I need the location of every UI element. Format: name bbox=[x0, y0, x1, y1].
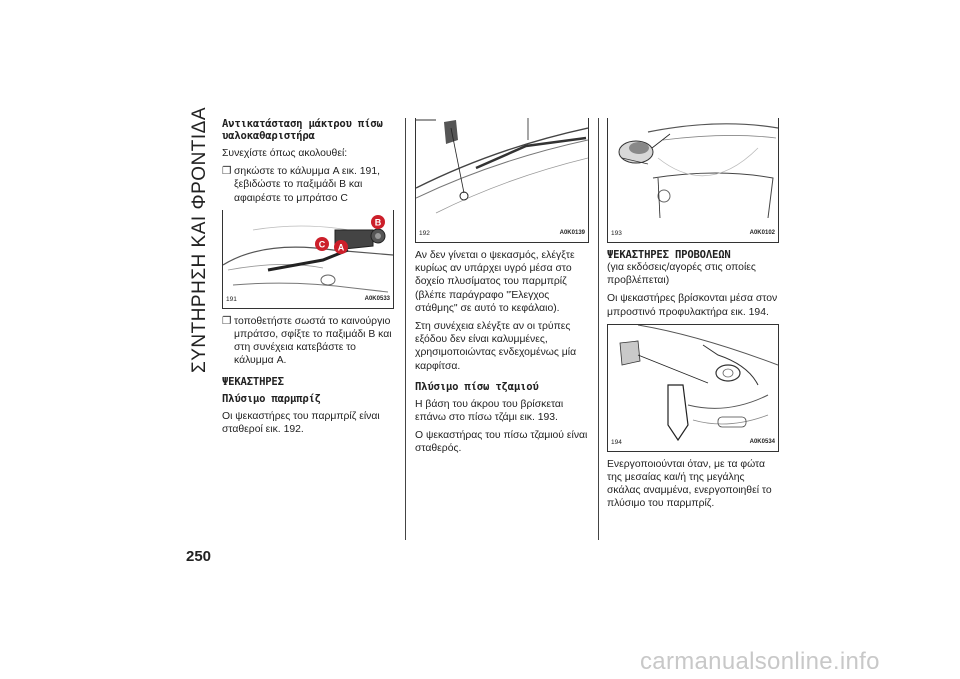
figure-number: 193 bbox=[611, 229, 622, 237]
column-2 bbox=[415, 118, 589, 461]
body-text: Στη συνέχεια ελέγξτε αν οι τρύπες εξόδου δεν είναι καλυμμένες, χρησιμοποιώντας ενδεχομένως μία καρφίτσα. bbox=[415, 321, 577, 372]
column-divider bbox=[405, 118, 406, 540]
figure-194 bbox=[607, 324, 779, 452]
side-title-text: ΣΥΝΤΗΡΗΣΗ ΚΑΙ ΦΡΟΝΤΙΔΑ bbox=[189, 106, 210, 374]
checkbox-bullet-icon: ❐ bbox=[222, 315, 232, 327]
figure-code: A0K0534 bbox=[749, 438, 775, 445]
figure-code: A0K0139 bbox=[559, 229, 585, 236]
intro-text: Συνεχίστε όπως ακολουθεί: bbox=[222, 148, 348, 159]
body-text: Ο ψεκαστήρας του πίσω τζαμιού είναι σταθερός. bbox=[415, 430, 588, 455]
heading-rear-window-wash: Πλύσιμο πίσω τζαμιού bbox=[415, 380, 539, 393]
step-text: σηκώστε το κάλυμμα A εικ. 191, ξεβιδώστε το παξιμάδι B και αφαιρέστε το μπράτσο C bbox=[234, 166, 380, 204]
label-a: A bbox=[337, 242, 345, 253]
body-text: Η βάση του άκρου του βρίσκεται επάνω στο πίσω τζάμι εικ. 193. bbox=[415, 398, 564, 424]
column-divider bbox=[598, 118, 599, 540]
figure-193 bbox=[607, 118, 779, 243]
subtitle-text: (για εκδόσεις/αγορές στις οποίες προβλέπεται) bbox=[607, 262, 756, 287]
body-text: Ενεργοποιούνται όταν, με τα φώτα της μεσαίας και/ή της μεγάλης σκάλας αναμμένα, ενεργοποιηθεί το πλύσιμο του παρμπρίζ. bbox=[607, 458, 772, 510]
column-3 bbox=[607, 118, 779, 516]
page-number: 250 bbox=[186, 548, 212, 565]
headlight-jet-illustration bbox=[608, 325, 778, 451]
figure-192 bbox=[415, 118, 589, 243]
side-section-title bbox=[180, 106, 220, 374]
body-text: Οι ψεκαστήρες βρίσκονται μέσα στον μπροστινό προφυλακτήρα εικ. 194. bbox=[607, 293, 778, 318]
heading-wiper-arm-replacement bbox=[222, 118, 394, 142]
figure-191 bbox=[222, 210, 394, 309]
label-b: B bbox=[374, 217, 382, 228]
step-item bbox=[222, 165, 394, 205]
body-text: Αν δεν γίνεται ο ψεκασμός, ελέγξτε κυρίως αν υπάρχει υγρό μέσα στο δοχείο πλυσίματος του παρμπρίζ (βλέπε παράγραφο "Έλεγχος στάθμης" σε αυτό το κεφάλαιο). bbox=[415, 250, 575, 314]
figure-number: 192 bbox=[419, 229, 430, 237]
figure-code: A0K0102 bbox=[749, 229, 775, 236]
rear-window-jet-illustration bbox=[608, 118, 778, 242]
heading-headlight-washers: ΨΕΚΑΣΤΗΡΕΣ ΠΡΟΒΟΛΕΩΝ bbox=[607, 249, 731, 261]
figure-number: 191 bbox=[226, 295, 237, 303]
checkbox-bullet-icon: ❐ bbox=[222, 166, 232, 178]
label-c: C bbox=[318, 239, 326, 250]
figure-number: 194 bbox=[611, 438, 622, 446]
step-text: τοποθετήστε σωστά το καινούργιο μπράτσο, σφίξτε το παξιμάδι B και στη συνέχεια κατεβάστε το κάλυμμα A. bbox=[234, 315, 392, 367]
windscreen-jet-illustration bbox=[416, 118, 588, 242]
figure-code: A0K0533 bbox=[364, 295, 390, 302]
heading-washers: ΨΕΚΑΣΤΗΡΕΣ bbox=[222, 375, 284, 388]
heading-line: Αντικατάσταση μάκτρου πίσω bbox=[222, 118, 383, 130]
footer-watermark: carmanualsonline.info bbox=[640, 648, 880, 675]
step-item bbox=[222, 315, 394, 368]
heading-line: υαλοκαθαριστήρα bbox=[222, 130, 315, 142]
column-1 bbox=[222, 118, 394, 441]
body-text: Οι ψεκαστήρες του παρμπρίζ είναι σταθεροί εικ. 192. bbox=[222, 410, 380, 435]
heading-windscreen-wash: Πλύσιμο παρμπρίζ bbox=[222, 392, 321, 405]
